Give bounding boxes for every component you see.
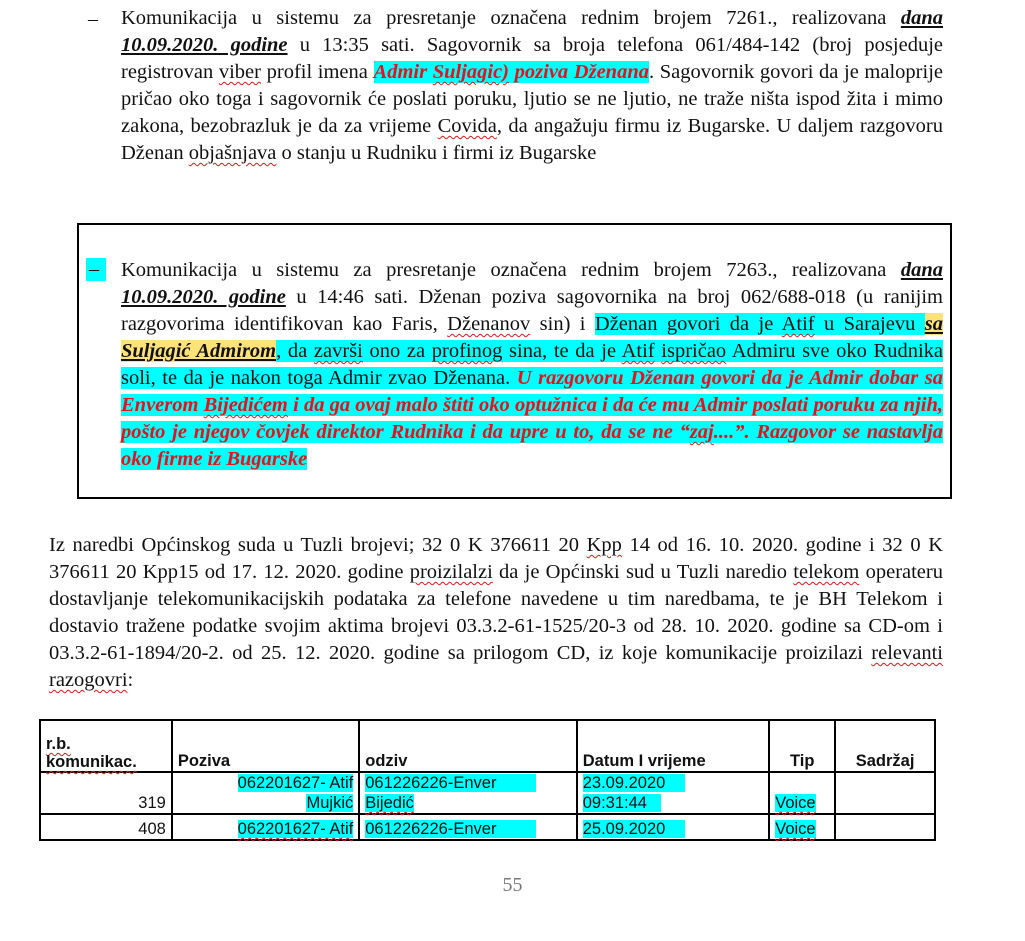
spellcheck-word: Atif [781,313,815,335]
bullet-dash: – [86,258,106,281]
spellcheck-word: Suljagic) [432,61,510,83]
spellcheck-word: telekom [793,561,860,583]
spellcheck-word: objašnjava [188,142,277,164]
cell-datum [577,772,770,814]
spellcheck-word: profinog [431,340,503,362]
text: Iz naredbi Općinskog suda u Tuzli brojevi; 32 0 K 376611 20 [49,534,587,556]
header-rb-line1: r.b. [46,735,71,753]
bullet-dash: – [88,8,98,30]
spellcheck-word: Atif [621,340,655,362]
yellow-highlight-name: sa Suljagić Admirom [121,313,943,362]
cell-line: 062201627- Atif [237,820,354,838]
cell-line: 061226226-Enver [365,774,536,792]
header-datum: Datum I vrijeme [577,720,770,772]
spellcheck-word: viber [218,61,261,83]
spellcheck-word: ispričao [661,340,727,362]
cell-line: Voice [775,820,816,838]
paragraph-court-orders [49,532,943,694]
text: u 13:35 sati. Sagovornik sa broja telefona 061/484-142 (broj posjeduje registrovan [121,34,943,83]
date-emphasis: dana 10.09.2020. godine [121,259,944,308]
text: Komunikacija u sistemu za presretanje označena rednim brojem 7263., realizovana [121,259,887,281]
text: , da [276,340,314,362]
cell-line: 062201627- Atif [237,774,354,792]
cell-sadrzaj [835,814,935,840]
text: ....”. Razgovor se nastavlja oko firme iz Bugarske [121,421,944,470]
text: 14 od 16. 10. 2020. godine i 32 0 K 376611 20 Kpp15 od 17. 12. 2020. godine [49,534,944,583]
text: u Sarajevu [814,313,925,335]
text: u 14:46 sati. Dženan poziva sagovornika na broj 062/688-018 (u ranijim razgovorima identifikovan kao Faris, [121,286,943,335]
page-number: 55 [502,874,523,896]
text: profil imena [260,61,374,83]
spellcheck-word: Covida [437,115,497,137]
cell-odziv [359,814,577,840]
paragraph-communication-7261 [121,5,943,167]
cell-sadrzaj [835,772,935,814]
table-header-row [40,720,935,772]
text: operateru dostavljanje telekomunikacijskih podataka za telefone navedene u tim naredbama, te je BH Telekom i dostavio tražene podatke svojim aktima brojevi 03.3.2-61-1525/20-3 od 28. 10. 2020. godine sa CD-om i 03.3.2-61-1894/20-2. od 25. 12. 2020. godine sa prilogom CD, iz koje komunikacije proizilazi [49,561,943,664]
text: sin) i [530,313,595,335]
date-emphasis: dana 10.09.2020. godine [121,7,944,56]
header-sadrzaj: Sadržaj [835,720,935,772]
cell-line: Voice [775,794,816,812]
spellcheck-word: Bijedićem [203,394,288,416]
text: Admiru sve oko Rudnika soli, te da je nakon toga Admir zvao Dženana. [121,340,943,389]
text: da je Općinski sud u Tuzli naredio [492,561,794,583]
paragraph-communication-7263 [121,257,943,473]
header-poziva: Poziva [172,720,359,772]
text: , da angažuju firmu iz Bugarske. U daljem razgovoru Dženan [121,115,943,164]
cell-tip [769,772,835,814]
spellcheck-word: završi [313,340,363,362]
cell-poziva [172,772,359,814]
text: sina, te da je [502,340,622,362]
header-odziv: odziv [359,720,577,772]
text: : [127,669,134,691]
cell-odziv [359,772,577,814]
cell-rb: 408 [40,814,172,840]
text: Dženan govori da je [594,313,782,335]
text: o stanju u Rudniku i firmi iz Bugarske [276,142,597,164]
cell-line: Mujkić [306,794,354,812]
cell-tip [769,814,835,840]
cell-rb: 319 [40,772,172,814]
communications-table [39,719,936,841]
table-row [40,772,935,814]
highlighted-text [595,313,925,335]
text: U razgovoru Dženan govori da je Admir dobar sa Enverom [121,367,943,416]
header-tip: Tip [769,720,835,772]
spellcheck-word: razogovri [49,669,128,691]
text: poziva Dženana [509,61,649,83]
cell-poziva [172,814,359,840]
cell-line: 23.09.2020 [583,774,686,792]
spellcheck-word: Kpp [586,534,622,556]
spellcheck-word: proizilalzi [409,561,493,583]
text: ono za [362,340,432,362]
cell-line: 061226226-Enver [365,820,536,838]
spellcheck-word: relevanti [871,642,943,664]
text: Admir [373,61,433,83]
cell-line: 25.09.2020 [583,820,686,838]
spellcheck-word: Dženanov [447,313,531,335]
text: . Sagovornik govori da je maloprije pričao oko toga i sagovornik će poslati poruku, ljutio se ne ljutio, ne traže ništa ispod žita i mimo zakona, bezobrazluk je da za vrijeme [121,61,943,137]
cell-datum [577,814,770,840]
cell-line: Bijedić [365,794,414,812]
table-row [40,814,935,840]
cell-line: 09:31:44 [583,794,661,812]
text: i da ga ovaj malo štiti oko optužnica i da će mu Admir poslati poruku za njih, pošto je njegov čovjek direktor Rudnika i da upre u to, da se ne “ [121,394,943,443]
header-rb [40,720,172,772]
highlighted-name [374,61,649,83]
spellcheck-word: zaj [689,421,714,443]
header-rb-line2: komunikac. [46,753,137,771]
text: Komunikacija u sistemu za presretanje označena rednim brojem 7261., realizovana [121,7,887,29]
